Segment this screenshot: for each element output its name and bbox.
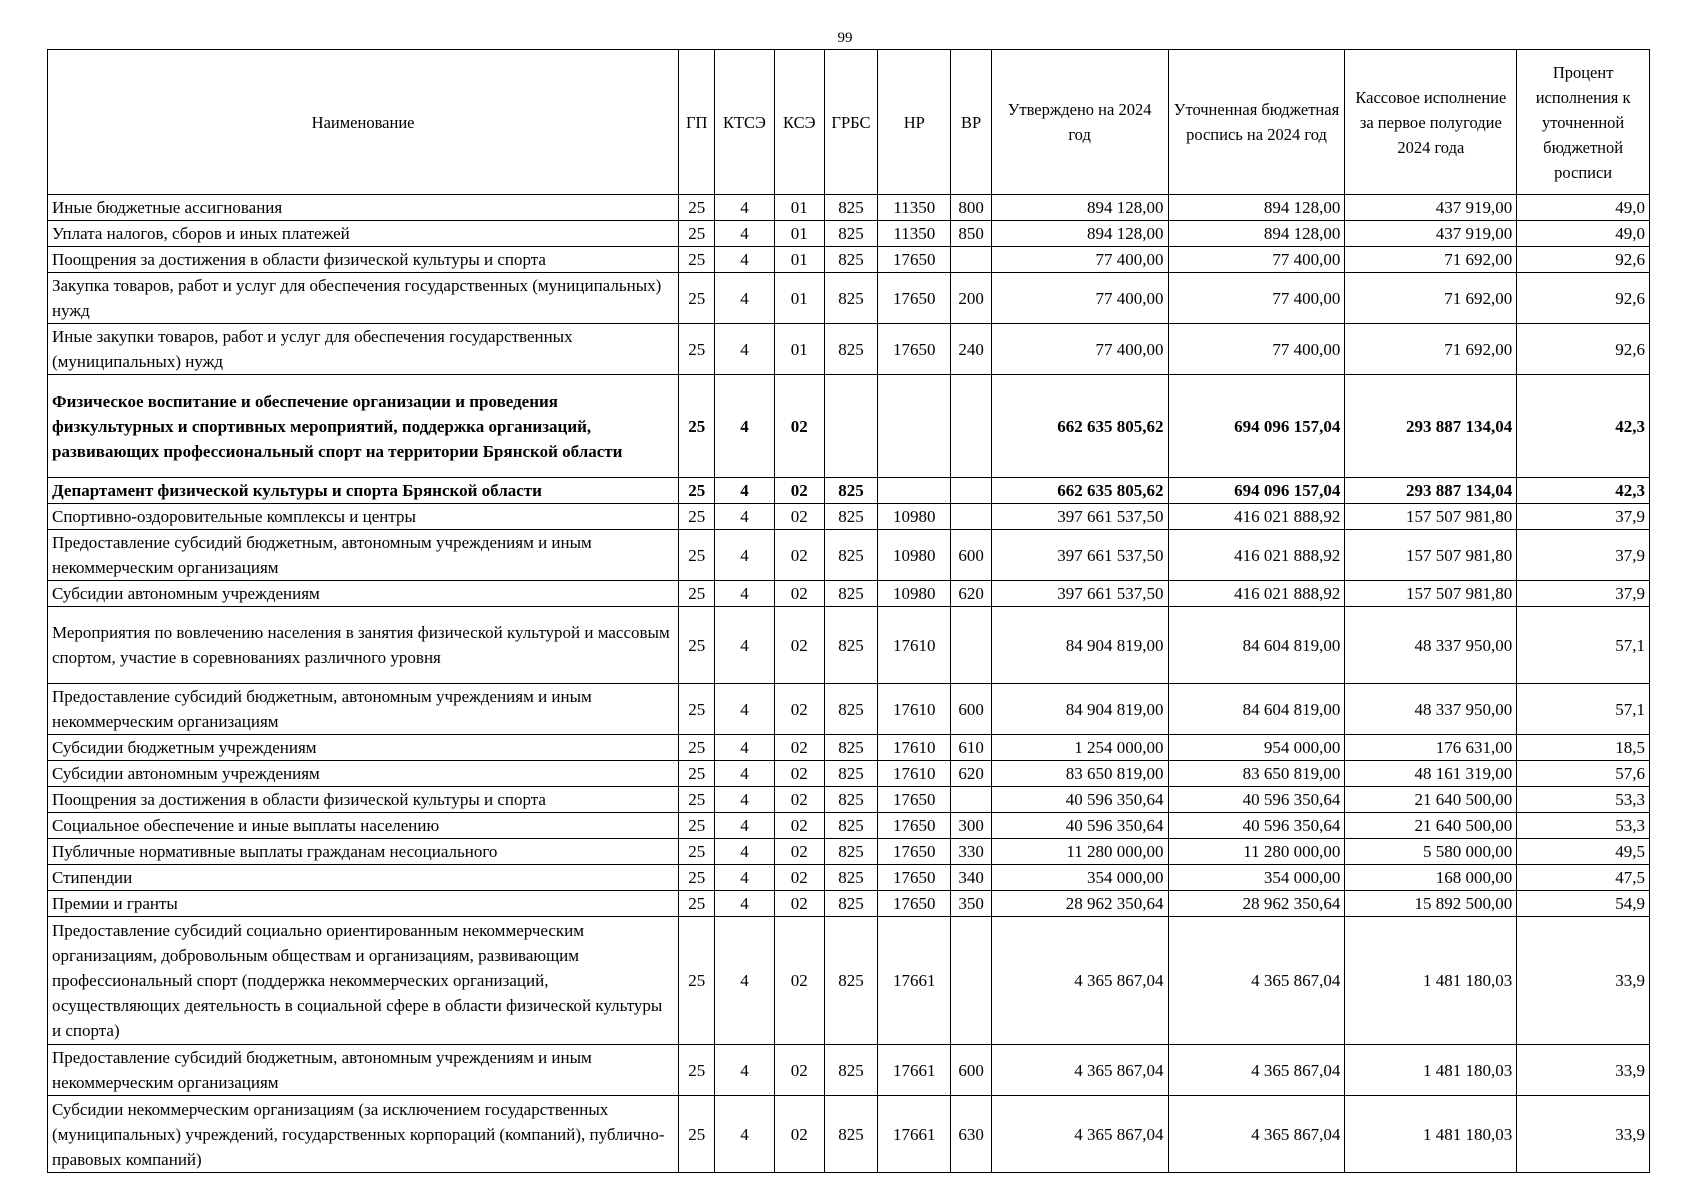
row-cash: 293 887 134,04	[1345, 375, 1517, 478]
row-cash: 293 887 134,04	[1345, 478, 1517, 504]
row-grbs	[824, 375, 877, 478]
row-percent: 53,3	[1517, 813, 1650, 839]
row-cash: 437 919,00	[1345, 195, 1517, 221]
row-vr: 350	[951, 891, 991, 917]
row-approved: 662 635 805,62	[991, 478, 1168, 504]
row-percent: 53,3	[1517, 787, 1650, 813]
header-nr: НР	[878, 50, 951, 195]
row-nr	[878, 478, 951, 504]
row-refined: 4 365 867,04	[1168, 1096, 1345, 1173]
row-name: Уплата налогов, сборов и иных платежей	[48, 221, 679, 247]
table-row	[48, 247, 1650, 273]
row-name: Публичные нормативные выплаты гражданам несоциального	[48, 839, 679, 865]
row-grbs: 825	[824, 581, 877, 607]
row-nr: 17650	[878, 324, 951, 375]
row-approved: 4 365 867,04	[991, 1045, 1168, 1096]
header-vr: ВР	[951, 50, 991, 195]
table-row	[48, 761, 1650, 787]
table-row	[48, 195, 1650, 221]
table-row-section	[48, 375, 1650, 478]
row-approved: 84 904 819,00	[991, 607, 1168, 684]
row-approved: 77 400,00	[991, 273, 1168, 324]
row-vr: 620	[951, 761, 991, 787]
row-name: Предоставление субсидий бюджетным, автономным учреждениям и иным некоммерческим организациям	[48, 1045, 679, 1096]
row-kse: 02	[774, 761, 824, 787]
row-approved: 40 596 350,64	[991, 787, 1168, 813]
row-name: Субсидии автономным учреждениям	[48, 761, 679, 787]
row-vr: 630	[951, 1096, 991, 1173]
row-grbs: 825	[824, 504, 877, 530]
row-kse: 01	[774, 195, 824, 221]
row-percent: 37,9	[1517, 581, 1650, 607]
row-nr: 17661	[878, 917, 951, 1045]
row-nr: 17650	[878, 247, 951, 273]
table-row	[48, 1096, 1650, 1173]
row-approved: 354 000,00	[991, 865, 1168, 891]
row-gp: 25	[679, 813, 715, 839]
row-refined: 954 000,00	[1168, 735, 1345, 761]
row-ktse: 4	[715, 865, 774, 891]
row-approved: 4 365 867,04	[991, 917, 1168, 1045]
row-name: Спортивно-оздоровительные комплексы и центры	[48, 504, 679, 530]
row-gp: 25	[679, 530, 715, 581]
row-ktse: 4	[715, 324, 774, 375]
row-cash: 157 507 981,80	[1345, 581, 1517, 607]
header-gp: ГП	[679, 50, 715, 195]
row-gp: 25	[679, 607, 715, 684]
row-nr: 17650	[878, 839, 951, 865]
row-vr	[951, 787, 991, 813]
row-nr: 17610	[878, 684, 951, 735]
row-approved: 894 128,00	[991, 195, 1168, 221]
row-kse: 02	[774, 607, 824, 684]
row-name: Субсидии автономным учреждениям	[48, 581, 679, 607]
row-percent: 54,9	[1517, 891, 1650, 917]
row-gp: 25	[679, 839, 715, 865]
row-vr: 600	[951, 1045, 991, 1096]
row-vr	[951, 607, 991, 684]
row-refined: 416 021 888,92	[1168, 530, 1345, 581]
row-nr: 17650	[878, 891, 951, 917]
row-kse: 02	[774, 375, 824, 478]
row-cash: 157 507 981,80	[1345, 504, 1517, 530]
table-row	[48, 891, 1650, 917]
row-kse: 02	[774, 735, 824, 761]
row-nr: 17610	[878, 735, 951, 761]
table-row	[48, 839, 1650, 865]
row-nr	[878, 375, 951, 478]
row-approved: 83 650 819,00	[991, 761, 1168, 787]
row-gp: 25	[679, 787, 715, 813]
row-ktse: 4	[715, 607, 774, 684]
row-grbs: 825	[824, 478, 877, 504]
row-ktse: 4	[715, 247, 774, 273]
row-refined: 77 400,00	[1168, 247, 1345, 273]
row-kse: 01	[774, 247, 824, 273]
table-row	[48, 917, 1650, 1045]
row-ktse: 4	[715, 891, 774, 917]
row-grbs: 825	[824, 1096, 877, 1173]
row-ktse: 4	[715, 273, 774, 324]
header-cash: Кассовое исполнение за первое полугодие 2024 года	[1345, 50, 1517, 195]
row-ktse: 4	[715, 813, 774, 839]
table-row	[48, 530, 1650, 581]
row-percent: 49,0	[1517, 221, 1650, 247]
row-kse: 02	[774, 865, 824, 891]
row-refined: 416 021 888,92	[1168, 504, 1345, 530]
row-percent: 37,9	[1517, 504, 1650, 530]
row-kse: 02	[774, 787, 824, 813]
row-percent: 18,5	[1517, 735, 1650, 761]
header-ktse: КТСЭ	[715, 50, 774, 195]
row-name: Предоставление субсидий социально ориентированным некоммерческим организациям, добровольным обществам и организациям, развивающим профессиональный спорт (поддержка некоммерческих организаций, осуществляющих деятельность в социальной сфере в области физической культуры и спорта)	[48, 917, 679, 1045]
row-cash: 48 337 950,00	[1345, 684, 1517, 735]
row-name: Закупка товаров, работ и услуг для обеспечения государственных (муниципальных) нужд	[48, 273, 679, 324]
row-gp: 25	[679, 478, 715, 504]
header-kse: КСЭ	[774, 50, 824, 195]
row-grbs: 825	[824, 1045, 877, 1096]
row-nr: 17661	[878, 1045, 951, 1096]
row-approved: 4 365 867,04	[991, 1096, 1168, 1173]
row-gp: 25	[679, 195, 715, 221]
row-cash: 21 640 500,00	[1345, 787, 1517, 813]
page-number: 99	[837, 30, 853, 46]
row-kse: 02	[774, 1096, 824, 1173]
row-cash: 71 692,00	[1345, 273, 1517, 324]
row-percent: 49,0	[1517, 195, 1650, 221]
row-nr: 11350	[878, 221, 951, 247]
row-approved: 894 128,00	[991, 221, 1168, 247]
table-row	[48, 813, 1650, 839]
row-ktse: 4	[715, 375, 774, 478]
row-kse: 02	[774, 891, 824, 917]
row-gp: 25	[679, 1045, 715, 1096]
row-vr: 200	[951, 273, 991, 324]
row-refined: 84 604 819,00	[1168, 684, 1345, 735]
row-refined: 28 962 350,64	[1168, 891, 1345, 917]
row-refined: 4 365 867,04	[1168, 1045, 1345, 1096]
table-row	[48, 607, 1650, 684]
row-approved: 1 254 000,00	[991, 735, 1168, 761]
row-name: Иные закупки товаров, работ и услуг для обеспечения государственных (муниципальных) нужд	[48, 324, 679, 375]
row-kse: 02	[774, 917, 824, 1045]
row-nr: 17610	[878, 607, 951, 684]
row-name: Субсидии некоммерческим организациям (за исключением государственных (муниципальных) учреждений, государственных корпораций (компаний), публично-правовых компаний)	[48, 1096, 679, 1173]
row-nr: 11350	[878, 195, 951, 221]
row-gp: 25	[679, 735, 715, 761]
row-nr: 17650	[878, 813, 951, 839]
row-refined: 894 128,00	[1168, 221, 1345, 247]
row-grbs: 825	[824, 839, 877, 865]
row-name: Иные бюджетные ассигнования	[48, 195, 679, 221]
row-approved: 77 400,00	[991, 247, 1168, 273]
row-grbs: 825	[824, 195, 877, 221]
row-nr: 10980	[878, 504, 951, 530]
row-percent: 57,6	[1517, 761, 1650, 787]
row-vr	[951, 247, 991, 273]
row-vr: 620	[951, 581, 991, 607]
row-refined: 84 604 819,00	[1168, 607, 1345, 684]
row-approved: 84 904 819,00	[991, 684, 1168, 735]
row-ktse: 4	[715, 504, 774, 530]
row-refined: 354 000,00	[1168, 865, 1345, 891]
header-refined: Уточненная бюджетная роспись на 2024 год	[1168, 50, 1345, 195]
row-vr	[951, 478, 991, 504]
row-cash: 437 919,00	[1345, 221, 1517, 247]
row-kse: 01	[774, 324, 824, 375]
row-vr: 330	[951, 839, 991, 865]
row-cash: 1 481 180,03	[1345, 917, 1517, 1045]
row-kse: 02	[774, 581, 824, 607]
row-kse: 02	[774, 504, 824, 530]
row-kse: 02	[774, 813, 824, 839]
row-cash: 1 481 180,03	[1345, 1045, 1517, 1096]
row-cash: 5 580 000,00	[1345, 839, 1517, 865]
row-vr: 600	[951, 530, 991, 581]
row-nr: 10980	[878, 530, 951, 581]
row-grbs: 825	[824, 917, 877, 1045]
row-vr: 800	[951, 195, 991, 221]
table-row	[48, 324, 1650, 375]
table-row	[48, 684, 1650, 735]
row-grbs: 825	[824, 813, 877, 839]
table-row	[48, 735, 1650, 761]
row-refined: 40 596 350,64	[1168, 813, 1345, 839]
row-vr	[951, 917, 991, 1045]
table-row	[48, 581, 1650, 607]
table-header-row	[48, 50, 1650, 195]
row-ktse: 4	[715, 839, 774, 865]
row-cash: 176 631,00	[1345, 735, 1517, 761]
row-cash: 71 692,00	[1345, 247, 1517, 273]
row-vr: 340	[951, 865, 991, 891]
row-vr: 600	[951, 684, 991, 735]
row-refined: 4 365 867,04	[1168, 917, 1345, 1045]
row-name: Департамент физической культуры и спорта Брянской области	[48, 478, 679, 504]
row-percent: 42,3	[1517, 478, 1650, 504]
row-grbs: 825	[824, 684, 877, 735]
row-approved: 397 661 537,50	[991, 504, 1168, 530]
row-name: Социальное обеспечение и иные выплаты населению	[48, 813, 679, 839]
row-vr: 610	[951, 735, 991, 761]
row-gp: 25	[679, 1096, 715, 1173]
row-ktse: 4	[715, 221, 774, 247]
row-ktse: 4	[715, 530, 774, 581]
row-vr: 850	[951, 221, 991, 247]
row-grbs: 825	[824, 247, 877, 273]
row-refined: 77 400,00	[1168, 273, 1345, 324]
row-name: Премии и гранты	[48, 891, 679, 917]
header-approved: Утверждено на 2024 год	[991, 50, 1168, 195]
row-gp: 25	[679, 865, 715, 891]
row-kse: 01	[774, 273, 824, 324]
row-grbs: 825	[824, 221, 877, 247]
row-refined: 11 280 000,00	[1168, 839, 1345, 865]
table-row	[48, 787, 1650, 813]
row-ktse: 4	[715, 478, 774, 504]
row-vr	[951, 375, 991, 478]
row-kse: 02	[774, 478, 824, 504]
row-approved: 77 400,00	[991, 324, 1168, 375]
row-approved: 11 280 000,00	[991, 839, 1168, 865]
row-percent: 92,6	[1517, 324, 1650, 375]
row-ktse: 4	[715, 684, 774, 735]
row-name: Субсидии бюджетным учреждениям	[48, 735, 679, 761]
row-kse: 01	[774, 221, 824, 247]
header-name: Наименование	[48, 50, 679, 195]
row-grbs: 825	[824, 735, 877, 761]
row-ktse: 4	[715, 761, 774, 787]
table-row	[48, 1045, 1650, 1096]
row-gp: 25	[679, 891, 715, 917]
row-gp: 25	[679, 581, 715, 607]
row-cash: 157 507 981,80	[1345, 530, 1517, 581]
table-row	[48, 504, 1650, 530]
row-name: Предоставление субсидий бюджетным, автономным учреждениям и иным некоммерческим организациям	[48, 684, 679, 735]
row-grbs: 825	[824, 607, 877, 684]
row-cash: 48 337 950,00	[1345, 607, 1517, 684]
row-gp: 25	[679, 324, 715, 375]
table-row	[48, 273, 1650, 324]
row-kse: 02	[774, 530, 824, 581]
row-gp: 25	[679, 375, 715, 478]
header-grbs: ГРБС	[824, 50, 877, 195]
row-nr: 10980	[878, 581, 951, 607]
row-gp: 25	[679, 917, 715, 1045]
row-grbs: 825	[824, 273, 877, 324]
row-ktse: 4	[715, 735, 774, 761]
table-row	[48, 221, 1650, 247]
row-kse: 02	[774, 684, 824, 735]
row-percent: 57,1	[1517, 684, 1650, 735]
row-gp: 25	[679, 273, 715, 324]
row-refined: 77 400,00	[1168, 324, 1345, 375]
row-percent: 33,9	[1517, 1045, 1650, 1096]
row-gp: 25	[679, 247, 715, 273]
row-name: Физическое воспитание и обеспечение организации и проведения физкультурных и спортивных мероприятий, поддержка организаций, развивающих профессиональный спорт на территории Брянской области	[48, 375, 679, 478]
row-refined: 83 650 819,00	[1168, 761, 1345, 787]
row-percent: 92,6	[1517, 273, 1650, 324]
row-ktse: 4	[715, 1045, 774, 1096]
row-name: Стипендии	[48, 865, 679, 891]
row-cash: 168 000,00	[1345, 865, 1517, 891]
row-gp: 25	[679, 684, 715, 735]
row-cash: 48 161 319,00	[1345, 761, 1517, 787]
row-ktse: 4	[715, 787, 774, 813]
row-grbs: 825	[824, 865, 877, 891]
row-gp: 25	[679, 761, 715, 787]
row-ktse: 4	[715, 917, 774, 1045]
header-percent: Процент исполнения к уточненной бюджетной росписи	[1517, 50, 1650, 195]
row-grbs: 825	[824, 787, 877, 813]
budget-table	[47, 49, 1650, 1173]
row-percent: 37,9	[1517, 530, 1650, 581]
row-approved: 28 962 350,64	[991, 891, 1168, 917]
row-percent: 57,1	[1517, 607, 1650, 684]
row-name: Предоставление субсидий бюджетным, автономным учреждениям и иным некоммерческим организациям	[48, 530, 679, 581]
row-cash: 71 692,00	[1345, 324, 1517, 375]
row-ktse: 4	[715, 1096, 774, 1173]
row-name: Мероприятия по вовлечению населения в занятия физической культурой и массовым спортом, участие в соревнованиях различного уровня	[48, 607, 679, 684]
row-refined: 694 096 157,04	[1168, 375, 1345, 478]
row-percent: 47,5	[1517, 865, 1650, 891]
row-grbs: 825	[824, 891, 877, 917]
row-percent: 42,3	[1517, 375, 1650, 478]
row-percent: 33,9	[1517, 1096, 1650, 1173]
row-nr: 17650	[878, 273, 951, 324]
row-nr: 17661	[878, 1096, 951, 1173]
row-cash: 1 481 180,03	[1345, 1096, 1517, 1173]
row-grbs: 825	[824, 530, 877, 581]
table-row	[48, 865, 1650, 891]
row-ktse: 4	[715, 581, 774, 607]
row-refined: 694 096 157,04	[1168, 478, 1345, 504]
row-cash: 15 892 500,00	[1345, 891, 1517, 917]
row-nr: 17610	[878, 761, 951, 787]
row-kse: 02	[774, 839, 824, 865]
table-row-section	[48, 478, 1650, 504]
row-grbs: 825	[824, 324, 877, 375]
row-name: Поощрения за достижения в области физической культуры и спорта	[48, 247, 679, 273]
row-vr: 240	[951, 324, 991, 375]
row-name: Поощрения за достижения в области физической культуры и спорта	[48, 787, 679, 813]
row-refined: 416 021 888,92	[1168, 581, 1345, 607]
row-refined: 894 128,00	[1168, 195, 1345, 221]
row-approved: 40 596 350,64	[991, 813, 1168, 839]
row-ktse: 4	[715, 195, 774, 221]
row-percent: 49,5	[1517, 839, 1650, 865]
row-vr	[951, 504, 991, 530]
row-kse: 02	[774, 1045, 824, 1096]
row-cash: 21 640 500,00	[1345, 813, 1517, 839]
row-approved: 662 635 805,62	[991, 375, 1168, 478]
row-gp: 25	[679, 504, 715, 530]
row-gp: 25	[679, 221, 715, 247]
row-approved: 397 661 537,50	[991, 581, 1168, 607]
row-percent: 33,9	[1517, 917, 1650, 1045]
row-grbs: 825	[824, 761, 877, 787]
row-approved: 397 661 537,50	[991, 530, 1168, 581]
row-refined: 40 596 350,64	[1168, 787, 1345, 813]
row-nr: 17650	[878, 787, 951, 813]
row-nr: 17650	[878, 865, 951, 891]
row-vr: 300	[951, 813, 991, 839]
row-percent: 92,6	[1517, 247, 1650, 273]
